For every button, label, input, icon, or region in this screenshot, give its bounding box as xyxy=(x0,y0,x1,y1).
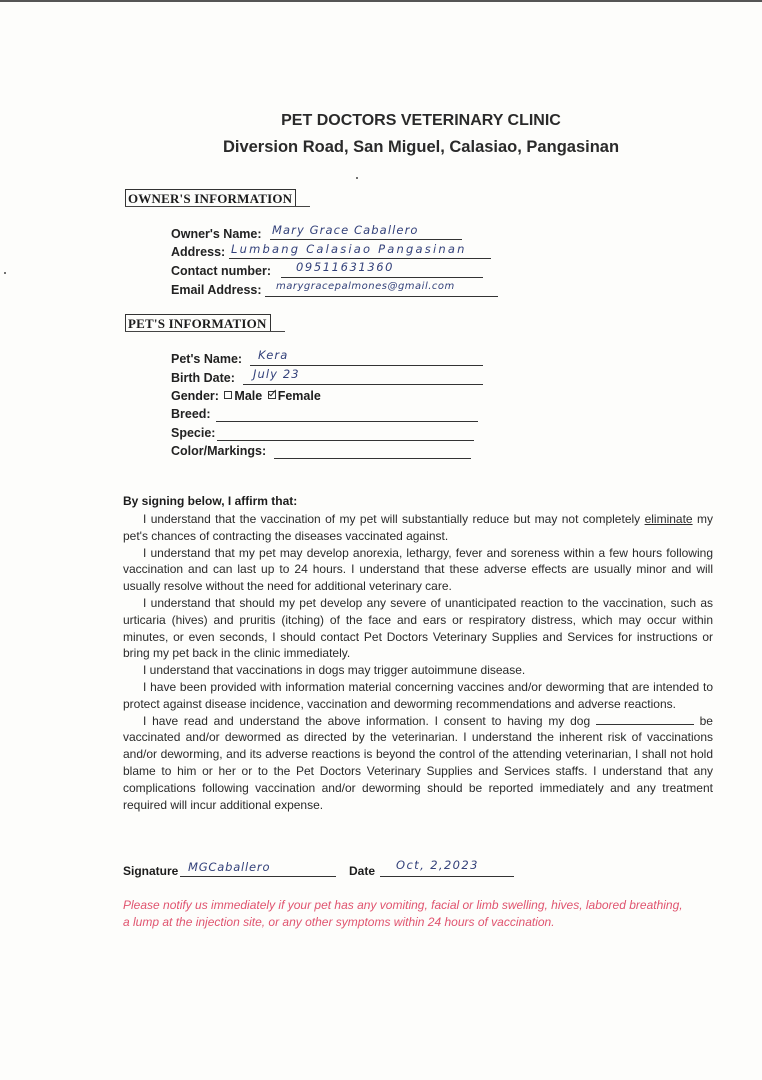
email-value[interactable]: marygracepalmones@gmail.com xyxy=(276,281,455,292)
post-vaccination-notice: Please notify us immediately if your pet has any vomiting, facial or limb swelling, hives, labored breathing, a lump at the injection site, or any other symptoms within 24 hours of vaccination. xyxy=(123,898,683,929)
email-label: Email Address: xyxy=(171,283,262,297)
scan-speck xyxy=(356,177,358,179)
scan-top-edge xyxy=(0,0,762,2)
signature-label: Signature xyxy=(123,864,179,878)
birth-date-label: Birth Date: xyxy=(171,371,235,385)
affirmation-paragraph: I understand that vaccinations in dogs may trigger autoimmune disease. xyxy=(143,663,526,678)
contact-number-label: Contact number: xyxy=(171,264,271,278)
owner-name-value[interactable]: Mary Grace Caballero xyxy=(272,223,419,237)
gender-label: Gender: xyxy=(171,389,219,403)
breed-label: Breed: xyxy=(171,407,211,421)
pet-name-line xyxy=(250,365,483,366)
birth-date-value[interactable]: July 23 xyxy=(253,367,300,381)
gender-row xyxy=(171,389,321,403)
dog-name-blank[interactable] xyxy=(596,714,694,725)
owner-section-heading: OWNER'S INFORMATION xyxy=(125,189,296,207)
pet-name-value[interactable]: Kera xyxy=(258,348,289,362)
pet-section-heading: PET'S INFORMATION xyxy=(125,314,271,332)
clinic-name: PET DOCTORS VETERINARY CLINIC xyxy=(281,112,561,129)
date-line xyxy=(380,876,514,877)
owner-name-label: Owner's Name: xyxy=(171,227,262,241)
affirmation-body xyxy=(123,511,713,813)
owner-section-underline xyxy=(125,206,310,207)
signature-value[interactable]: MGCaballero xyxy=(188,860,271,874)
affirmation-paragraph: I have been provided with information material concerning vaccines and/or deworming that are intended to protect against disease incidence, vaccination and deworming recommendations and adverse reactions. xyxy=(123,679,713,711)
eliminate-underlined: eliminate xyxy=(644,512,693,526)
date-label: Date xyxy=(349,864,376,878)
affirmation-paragraph: I understand that the vaccination of my pet will substantially reduce but may not completely eliminate my pet's chances of contracting the diseases vaccinated against. xyxy=(123,512,713,543)
scan-speck xyxy=(4,272,6,274)
contact-number-value[interactable]: 09511631360 xyxy=(296,260,395,274)
gender-female-checkbox[interactable] xyxy=(268,391,276,399)
specie-line[interactable] xyxy=(217,440,474,441)
affirmation-heading: By signing below, I affirm that: xyxy=(123,494,298,508)
gender-female-label: Female xyxy=(277,389,321,403)
birth-date-line xyxy=(243,384,483,385)
address-line xyxy=(229,258,491,259)
email-line xyxy=(265,296,498,297)
color-markings-line[interactable] xyxy=(274,458,471,459)
pet-section-underline xyxy=(125,331,285,332)
affirmation-paragraph: I have read and understand the above information. I consent to having my dog be vaccinated and/or dewormed as directed by the veterinarian. I understand the inherent risk of vaccinations and/or deworming, and its adverse reactions is beyond the control of the attending veterinarian, I shall not hold blame to him or her or to the Pet Doctors Veterinary Supplies and Services staffs. I understand that any complications following vaccination and/or deworming should be reported immediately and any treatment required will incur additional expense. xyxy=(123,713,713,812)
clinic-address: Diversion Road, San Miguel, Calasiao, Pangasinan xyxy=(222,138,620,156)
contact-number-line xyxy=(281,277,483,278)
owner-name-line xyxy=(270,239,462,240)
affirmation-paragraph: I understand that should my pet develop any severe of unanticipated reaction to the vaccination, such as urticaria (hives) and pruritis (itching) of the face and ears or respiratory distress, which may occur within minutes, or even seconds, I should contact Pet Doctors Veterinary Supplies and Services for instructions or bring my pet back in the clinic immediately. xyxy=(123,595,713,661)
gender-male-checkbox[interactable] xyxy=(224,391,232,399)
address-label: Address: xyxy=(171,245,226,259)
gender-male-label: Male xyxy=(234,389,263,403)
address-value[interactable]: Lumbang Calasiao Pangasinan xyxy=(231,242,467,256)
color-markings-label: Color/Markings: xyxy=(171,444,267,458)
date-value[interactable]: Oct, 2,2023 xyxy=(396,858,479,872)
specie-label: Specie: xyxy=(171,426,216,440)
breed-line[interactable] xyxy=(216,421,478,422)
affirmation-paragraph: I understand that my pet may develop anorexia, lethargy, fever and soreness within a few hours following vaccination and can last up to 24 hours. I understand that these adverse effects are usually minor and will usually resolve without the need for additional veterinary care. xyxy=(123,545,713,594)
pet-name-label: Pet's Name: xyxy=(171,352,243,366)
signature-line xyxy=(180,876,336,877)
